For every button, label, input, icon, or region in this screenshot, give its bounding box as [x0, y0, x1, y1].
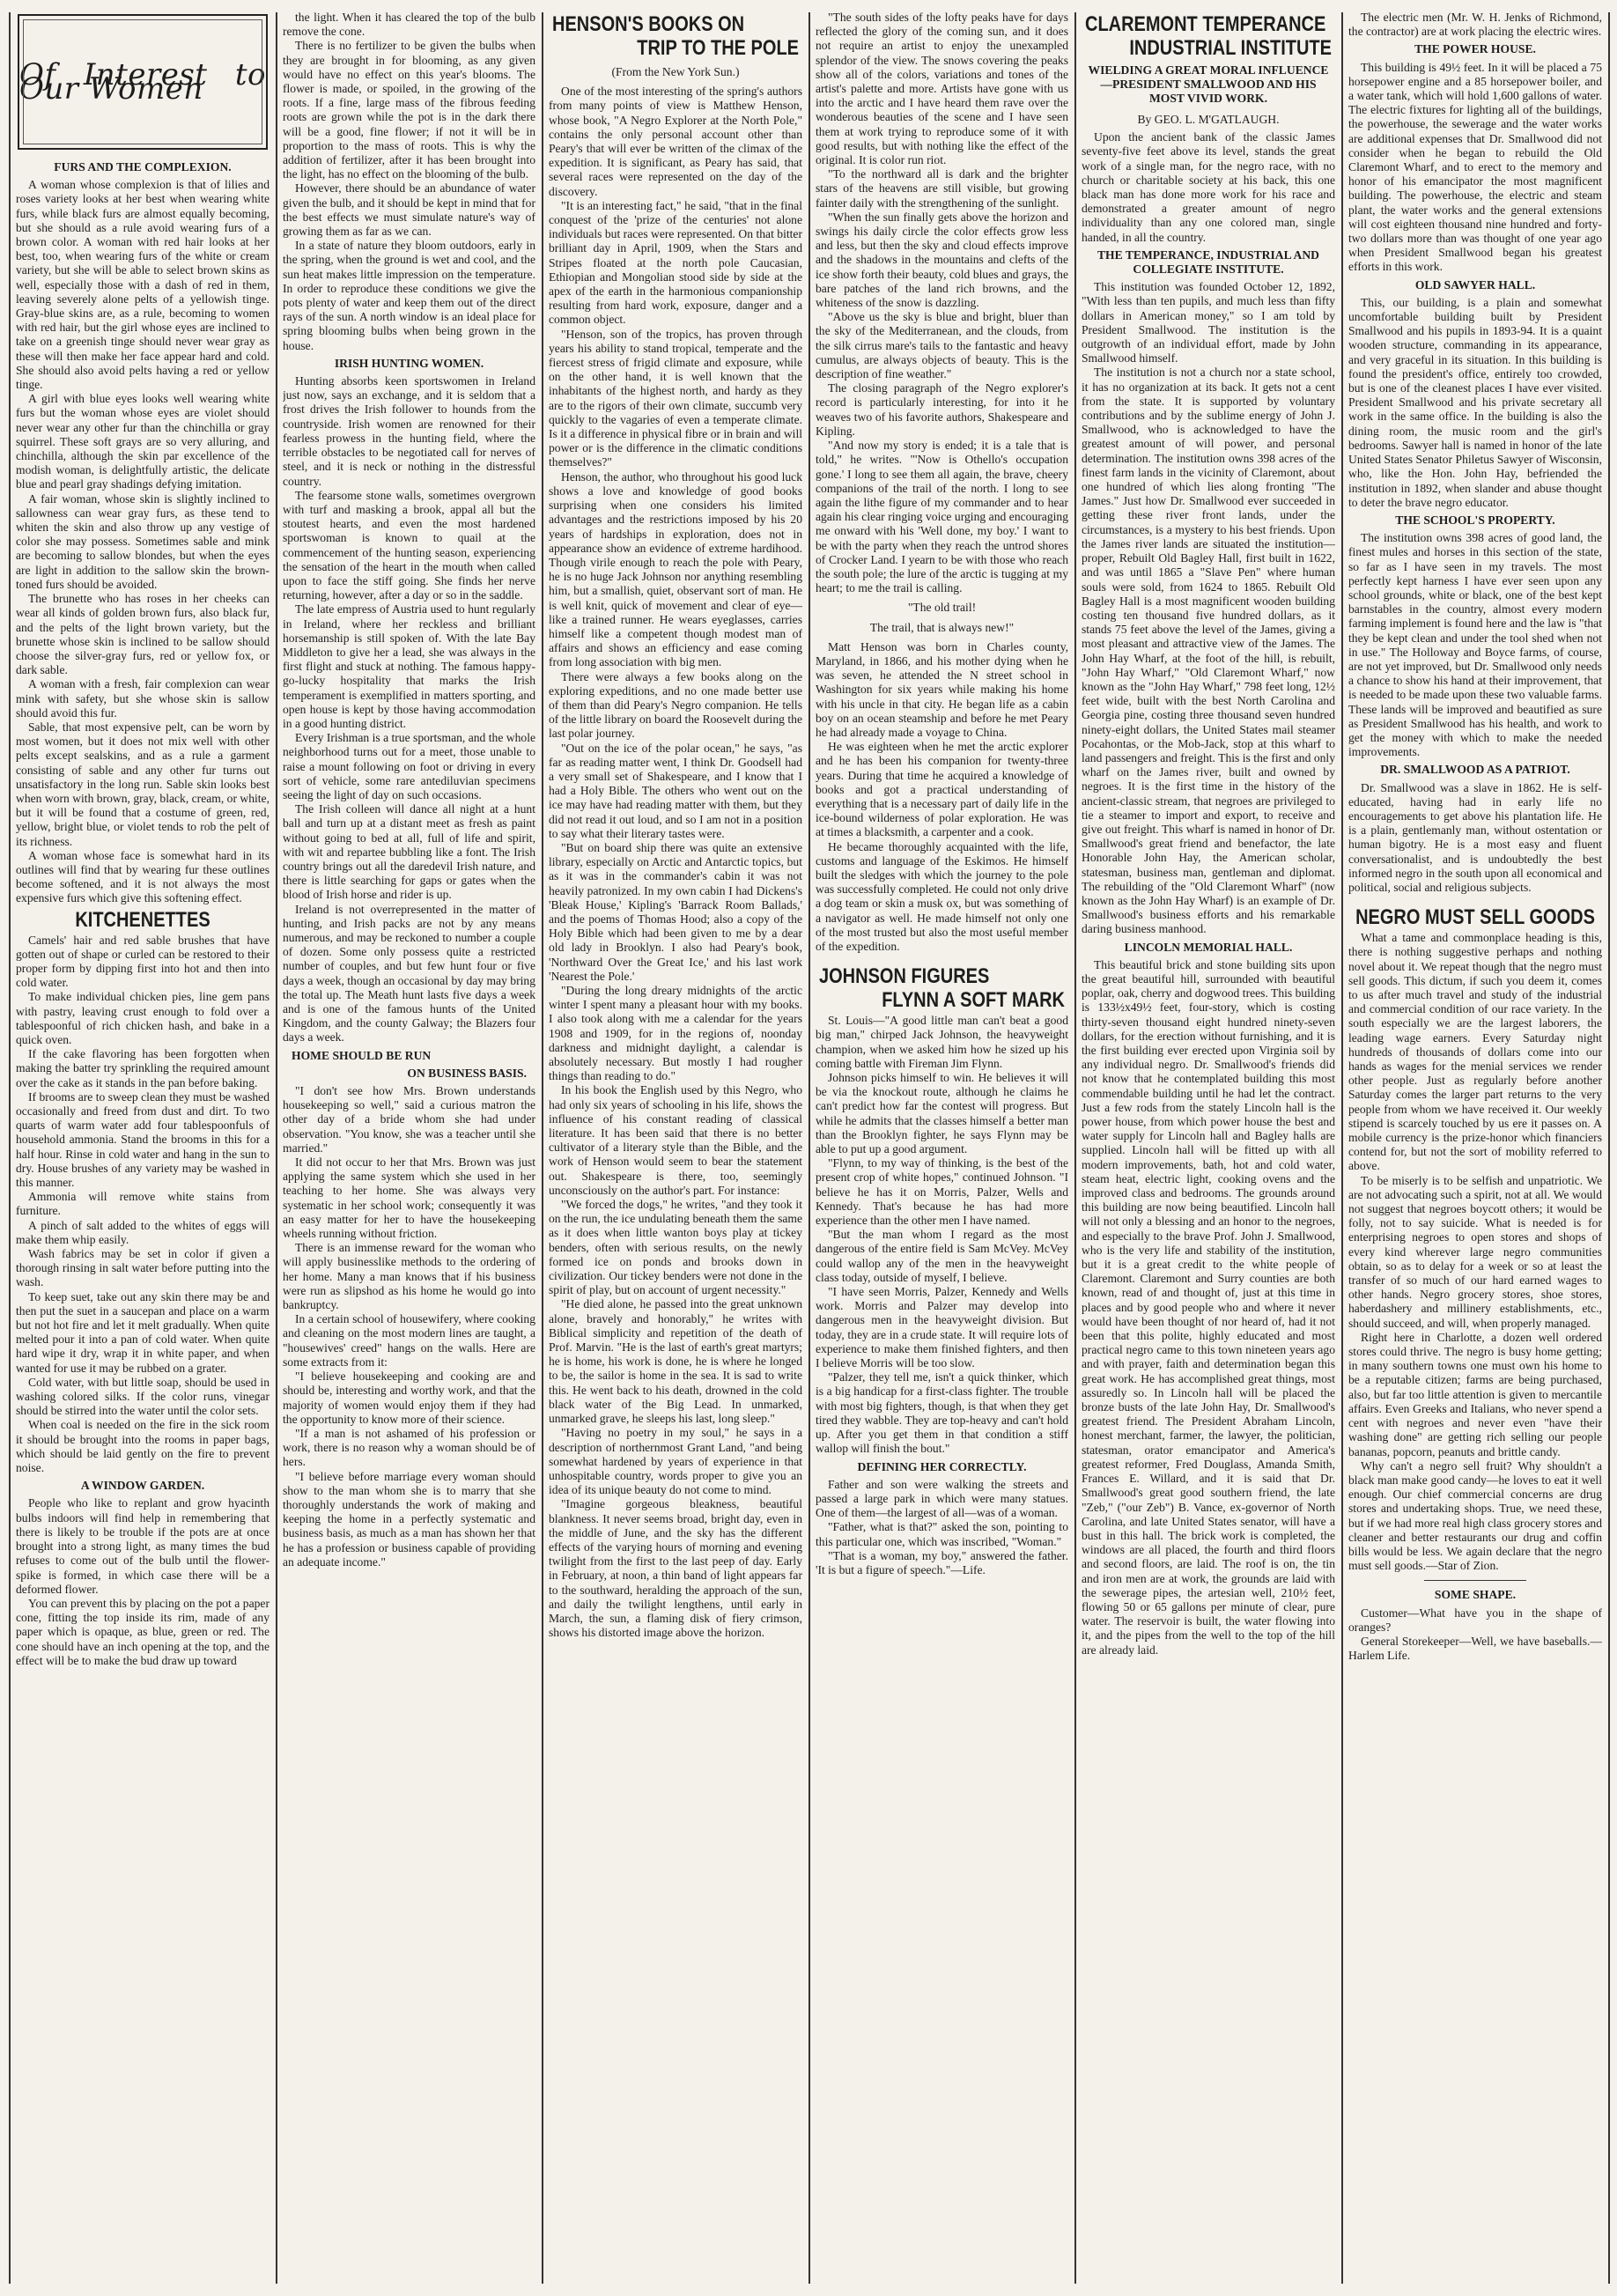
- paragraph: Why can't a negro sell fruit? Why shouldn't a black man make good candy—he loves to eat it well enough. Our chief commercial concerns are drug stores and undertaking shops. True, we need these, but if we had more real high class grocery stores and cleaner and better restaurants our drug and coffin bills would be less. We again declare that the negro must sell goods.—Star of Zion.: [1348, 1458, 1602, 1573]
- paragraph: A woman with a fresh, fair complexion can wear mink with safety, but she whose skin is sallow should avoid this fur.: [16, 677, 270, 720]
- article-title-line2: FLYNN A SOFT MARK: [882, 989, 1065, 1013]
- paragraph: "But the man whom I regard as the most dangerous of the entire field is Sam McVey. McVey could wallop any of the men in the heavyweight class today, outside of myself, I believe.: [816, 1228, 1068, 1284]
- article-title: DEFINING HER CORRECTLY.: [857, 1459, 1027, 1473]
- paragraph: You can prevent this by placing on the pot a paper cone, fitting the top inside its rim, made of any paper which is opaque, as blue, green or red. The cone should have an inch opening at the top, and the effect will be to make the bud draw up toward: [16, 1596, 270, 1667]
- paragraph: Upon the ancient bank of the classic James seventy-five feet above its level, stands the great work of a single man, for the negro race, with no church or charitable society at his back, this one black man has done more work for his race and demonstrated a greater amount of negro individuality than any one colored man, single handed, in all the country.: [1082, 130, 1335, 244]
- paragraph: A woman whose face is somewhat hard in its outlines will find that by wearing fur these outlines become softened, and it is not always the most expensive furs which give this softening effect.: [16, 848, 270, 905]
- paragraph: "I don't see how Mrs. Brown understands housekeeping so well," said a curious matron the other day of a bride whom she had under observation. "You know, she was a teacher until she married.": [283, 1084, 535, 1155]
- article-title: THE TEMPERANCE, INDUSTRIAL AND COLLEGIATE INSTITUTE.: [1096, 247, 1320, 277]
- article-title: LINCOLN MEMORIAL HALL.: [1124, 940, 1293, 954]
- article-title: OLD SAWYER HALL.: [1414, 277, 1536, 292]
- paragraph: "The south sides of the lofty peaks have for days reflected the glory of the coming sun, and it does not require an artist to enjoy the unexampled splendor of the view. The snows covering the peaks show all of the colors, variations and tones of the artist's palette and more. Artists have gone with us into the arctic and I have heard them rave over the wonderous beauties of the scene and I have seen them at work trying to reproduce some of it with good results, but with nothing like the effect of the original. It is color run riot.: [816, 11, 1068, 167]
- paragraph: Matt Henson was born in Charles county, Maryland, in 1866, and his mother dying when he was seven, he attended the N street school in Washington for six years while making his home with his uncle in that city. He began life as a cabin boy on an ocean steamship and before he met Peary he had already made a voyage to China.: [816, 639, 1068, 739]
- article-body: [1348, 61, 1602, 275]
- article-title: NEGRO MUST SELL GOODS: [1355, 905, 1595, 930]
- article-body: [1348, 1606, 1602, 1664]
- paragraph: This, our building, is a plain and somewhat uncomfortable building built by President Smallwood and his pupils in 1893-94. It is a quaint wooden structure, commanding in its appearance, and very graceful in its situation. In this building is found the president's office, entirely too crowded, but is one of the cleanest places I have ever visited. President Smallwood and his private secretary all work in the same office. In the building is also the dining room, the music room and the girl's bedrooms. Sawyer hall is named in honor of the late United States Senator Philetus Sawyer of Wisconsin, who, like the Hon. John Hay, befriended the institution in 1892, when slander and abuse thought to deter the brave negro educator.: [1348, 295, 1602, 509]
- paragraph: Ireland is not overrepresented in the matter of hunting, and Irish packs are not by any means numerous, and may be reckoned to number a couple of dozen. Some only possess quite a restricted number of couples, and but few hunt four or five days a week, though an occasional by day may bring the total up. The Meath hunt lasts five days a week and is one of the famous hunts of the United Kingdom, and the county Galway; the Blazers four days a week.: [283, 902, 535, 1045]
- article-title: HENSON'S BOOKS ON: [552, 12, 745, 37]
- paragraph: "I have seen Morris, Palzer, Kennedy and Wells work. Morris and Palzer may develop into dangerous men in the heavyweight division. But today, they are in a crude state. It will require lots of experience to make them finished fighters, and then I believe Morris will be too slow.: [816, 1285, 1068, 1370]
- paragraph: He was eighteen when he met the arctic explorer and he has been his companion for twenty-three years. During that time he acquired a knowledge of books and got a practical understanding of everything that is a necessary part of daily life in the ice-bound wilderness of polar exploration. He was at times a blacksmith, a carpenter and a cook.: [816, 740, 1068, 839]
- paragraph: Right here in Charlotte, a dozen well ordered stores could thrive. The negro is busy home getting; in many southern towns one must own his home to be a reputable citizen; farms are being purchased, also, but far too little attention is given to mercantile affairs. Even Greeks and Italians, who never spend a cent with negroes and never even "have their washing done" are getting rich selling our people bananas, popcorn, peanuts and brittle candy.: [1348, 1330, 1602, 1458]
- article-subhead: WIELDING A GREAT MORAL INFLUENCE—PRESIDENT SMALLWOOD AND HIS MOST VIVID WORK.: [1088, 63, 1329, 105]
- column-rule: [808, 12, 810, 2284]
- paragraph: Ammonia will remove white stains from furniture.: [16, 1190, 270, 1218]
- article-title: JOHNSON FIGURES: [819, 965, 990, 989]
- article-title: THE SCHOOL'S PROPERTY.: [1395, 513, 1555, 527]
- article-body: [1348, 11, 1602, 39]
- article-body: [1348, 781, 1602, 896]
- paragraph: The institution is not a church nor a state school, it has no organization at its back. It gets not a cent from the state. It is supported by voluntary contributions and by the sublime energy of John J. Smallwood, who is acknowledged to have the greatest amount of will power, and personal determination. The institution owns 398 acres of the finest farm lands in the vicinity of Claremont, about one hundred of which lies along fronting "The James." Just how Dr. Smallwood ever succeeded in getting these river front lands, under the circumstances, is a mystery to his best friends. Upon the James river lands are situated the institution—proper, Rebuilt Old Bagley Hall, first built in 1622, and was until 1865 a "Slave Pen" where human souls were sold, from 1624 to 1865. Rebuilt Old Bagley Hall is a most magnificent wooden building costing ten thousand five hundred dollars, as it stands 75 feet above the level of the James, giving a most pleasant and attractive view of the James. The John Hay Wharf, at the foot of the hill, is rebuilt, "John Hay Wharf," "Old Claremont Wharf," now known as the "John Hay Wharf," 798 feet long, 12½ feet wide, built with the best North Carolina and Georgia pine, costing three thousand seven hundred ninety-eight dollars, the United States mail steamer Pocahontas, or the Mob-Jack, stop at this wharf to land passengers and freight. This is the first and only wharf on the James river, built and owned by negroes. It is the first time in the history of the ancient-classic stream, that negroes are privileged to tie a steamer to import and export, to receive and give out freight. This wharf is named in honor of Dr. Smallwood's great friend and benefactor, the late Honorable John Hay, the American scholar, statesman, business man, gentleman and diplomat. The rebuilding of the "Old Claremont Wharf" (now known as the John Hay Wharf) is an example of Dr. Smallwood's business efforts and his remarkable daring business manhood.: [1082, 365, 1335, 936]
- paragraph: "And now my story is ended; it is a tale that is told," he writes. "'Now is Othello's occupation gone.' I long to see them all again, the brave, cheery companions of the trail of the north. I long to see again the lithe figure of my commander and to hear again his clear ringing voice urging and encouraging me onward with his 'Well done, my boy.' I want to be with the party when they reach the untrod shores of Crocker Land. I yearn to be with those who reach the south pole; the lure of the arctic is tugging at my heart; to me the trail is calling.: [816, 439, 1068, 595]
- paragraph: Hunting absorbs keen sportswomen in Ireland just now, says an exchange, and it is seldom that a frost drives the Irish follower to hounds from the countryside. Irish women are renowned for their fearless prowess in the hunting field, where the terrible obstacles to be negotiated call for nerves of steel, and it is neck or nothing in the distressful country.: [283, 374, 535, 488]
- article-title: CLAREMONT TEMPERANCE: [1085, 12, 1326, 37]
- paragraph: "If a man is not ashamed of his profession or work, there is no reason why a woman should be of hers.: [283, 1426, 535, 1469]
- paragraph: A fair woman, whose skin is slightly inclined to sallowness can wear gray furs, as these tend to whiten the skin and also throw up any vestige of color she may possess. Sometimes sable and mink are becoming to sallow blondes, but when the eyes are light in addition to the sallow skin the brown-toned furs should be avoided.: [16, 491, 270, 591]
- paragraph: "Father, what is that?" asked the son, pointing to this particular one, which was inscribed, "Woman.": [816, 1520, 1068, 1548]
- paragraph: The fearsome stone walls, sometimes overgrown with turf and masking a brook, appal all but the stoutest hearts, and even the most hardened sportswoman is known to quail at the commencement of the hunting season, experiencing the sensation of the heart in the mouth when called upon to face the stiff going. She finds her nerve returning, however, after a day or so in the saddle.: [283, 488, 535, 602]
- column-4: [816, 11, 1068, 2285]
- paragraph: A girl with blue eyes looks well wearing white furs but the woman whose eyes are violet should never wear any other fur than the chinchilla or gray squirrel. These soft grays are so very alluring, and chinchilla, although the skin par excellence of the modish woman, is delightfully artistic, the delicate blue and pearl gray shadings defying imitation.: [16, 392, 270, 491]
- paragraph: There is no fertilizer to be given the bulbs when they are brought in for blooming, as any given would have no effect on this year's blooms. The flower is made, or spoiled, in the growing of the roots. If a fine, large mass of the fibrous feeding roots are grown while the pot is in the dark there will be a good, fine flower; if not it will be in proportion to the mass of roots. This is why the addition of fertilizer, after it has been brought into the light, has no effect on the blooming of the bulb.: [283, 39, 535, 181]
- paragraph: In a state of nature they bloom outdoors, early in the spring, when the ground is wet and cool, and the sun heat makes little impression on the temperature. In order to reproduce these conditions we give the pots plenty of water and keep them out of the direct rays of the sun. A north window is an ideal place for spring blooming bulbs when being grown in the house.: [283, 239, 535, 352]
- paragraph: Johnson picks himself to win. He believes it will be via the knockout route, although he claims he can't predict how far the contest will progress. But while he admits that the classes himself a better man than the Brooklyn fighter, he says Flynn may be able to put up a good argument.: [816, 1071, 1068, 1156]
- article-title: HOME SHOULD BE RUN: [292, 1048, 432, 1062]
- paragraph: "Henson, son of the tropics, has proven through years his ability to stand tropical, temperate and the fiercest stress of frigid climate and exposure, while on the other hand, it is well known that the inhabitants of the highest north, and hardy as they are to the rigors of their own climate, succumb very quickly to the vagaries of even a temperate climate. Is it a difference in physical fibre or in brain and will power or is the difference in the climatic conditions themselves?": [549, 327, 802, 469]
- paragraph: There were always a few books along on the exploring expeditions, and no one made better use of them than did Peary's Negro companion. He tells of the little library on board the Roosevelt during the last polar journey.: [549, 669, 802, 741]
- column-1: [16, 11, 270, 2285]
- column-rule: [542, 12, 543, 2284]
- paragraph: "We forced the dogs," he writes, "and they took it on the run, the ice undulating beneath them the same as it does when little wanton boys play at tickey benders, often with serious results, on the newly formed ice on ponds and brooks down in civilization. Our tickey benders were not done in the spirit of play, but on account of urgent necessity.": [549, 1198, 802, 1297]
- paragraph: "Imagine gorgeous bleakness, beautiful blankness. It never seems broad, bright day, even in the middle of June, and the sky has the different effects of the varying hours of morning and evening twilight from the first to the last peep of day. Early in February, at noon, a thin band of light appears far to the southward, heralding the approach of the sun, and daily the twilight lengthens, until early in March, the sun, a flaming disk of fiery crimson, shows his distorted image above the horizon.: [549, 1497, 802, 1640]
- article-title-line2: TRIP TO THE POLE: [637, 36, 799, 61]
- paragraph: The closing paragraph of the Negro explorer's record is particularly interesting, for into it he weaves two of his favorite authors, Shakespeare and Kipling.: [816, 381, 1068, 438]
- article-title: DR. SMALLWOOD AS A PATRIOT.: [1380, 763, 1570, 777]
- paragraph: Every Irishman is a true sportsman, and the whole neighborhood turns out for a meet, those unable to raise a mount following on foot or driving in every sort of vehicle, some rare antediluvian specimens seeing the light of day on such occasions.: [283, 731, 535, 801]
- paragraph: Customer—What have you in the shape of oranges?: [1348, 1606, 1602, 1634]
- paragraph: The late empress of Austria used to hunt regularly in Ireland, where her reckless and brilliant horsemanship is still spoken of. With the late Bay Middleton to give her a lead, she was always in the first flight and stuck at nothing. The famous happy-go-lucky hospitality that marks the Irish temperament is exemplified in matters sporting, and open house is kept by those having accommodation in a good hunting district.: [283, 602, 535, 730]
- paragraph: One of the most interesting of the spring's authors from many points of view is Matthew Henson, whose book, "A Negro Explorer at the North Pole," contains the only personal account other than Peary's that will ever be written of the climax of the expedition. It is significant, as Peary has said, that several races were represented on the day of the discovery.: [549, 85, 802, 198]
- paragraph: Camels' hair and red sable brushes that have gotten out of shape or curled can be restored to their proper form by dipping first into hot and then into cold water.: [16, 933, 270, 990]
- paragraph: The Irish colleen will dance all night at a hunt ball and turn up at a distant meet as fresh as paint without going to bed at all, full of life and spirit, with wit and repartee bubbling like a font. The Irish country brings out all the daredevil Irish nature, and there is little searching for gaps or gates when the blood of Irish horse and rider is up.: [283, 802, 535, 902]
- article-title: SOME SHAPE.: [1434, 1588, 1517, 1602]
- paragraph: It did not occur to her that Mrs. Brown was just applying the same system which she used in her teaching to her home. She was always very systematic in her school work; consequently it was an easy matter for her to have the housekeeping wheels running without friction.: [283, 1155, 535, 1241]
- paragraph: "During the long dreary midnights of the arctic winter I spent many a pleasant hour with my books. I also took along with me a calendar for the years 1908 and 1909, for in the regions of, noonday darkness and midnight daylight, a calendar is absolutely necessary. But mostly I had rougher things than reading to do.": [549, 984, 802, 1083]
- paragraph: However, there should be an abundance of water given the bulb, and it should be kept in mind that for the best effects we must simulate nature's way of growing them as far as we can.: [283, 181, 535, 239]
- paragraph: A woman whose complexion is that of lilies and roses variety looks at her best when wearing white furs, while black furs are almost equally becoming, but she should as a rule avoid wearing furs of a brown color. A woman with red hair looks at her best, too, when wearing furs of the white or cream variety, but she will be able to select brown skins as well, especially those with a dash of red in them, leaving severely alone pelts of a yellowish tinge. Gray-blue skins are, as a rule, becoming to women with red hair, but the girl whose eyes are inclined to take on a greenish tinge should never wear gray as these will then make her face appear hard and cold. She should also avoid pelts having a red or yellow tinge.: [16, 178, 270, 392]
- paragraph: The brunette who has roses in her cheeks can wear all kinds of golden brown furs, also black fur, and the pelts of the light brown variety, but the brunette whose skin is inclined to be sallow should choose the silver-gray furs, red or yellow fox, or dark sable.: [16, 592, 270, 677]
- article-body: [283, 11, 535, 353]
- article-body: [16, 934, 270, 1476]
- column-rule: [1608, 12, 1610, 2284]
- paragraph: "Out on the ice of the polar ocean," he says, "as far as reading matter went, I think Dr. Goodsell had a very small set of Shakespeare, and I know that I had a Holy Bible. The others who went out on the ice may have had reading matter with them, but they did not read it out loud, and so I am not in a position to say what their literary tastes were.: [549, 741, 802, 840]
- section-banner: [18, 14, 268, 150]
- column-5: [1082, 11, 1335, 2285]
- paragraph: Sable, that most expensive pelt, can be worn by most women, but it does not mix well with other pelts except sealskins, and as a rule a garment consisting of sable and any other fur turns out unsatisfactory in the long run. Sable skin looks best when worn with brown, gray, black, cream, or white, but it will be found that a costume of green, red, yellow, bright blue, or violet tends to rob the pelt of its richness.: [16, 720, 270, 848]
- article-body: [816, 1478, 1068, 1577]
- paragraph: When coal is needed on the fire in the sick room it should be brought into the rooms in paper bags, which should be laid gently on the fire to prevent noise.: [16, 1418, 270, 1475]
- paragraph: Cold water, with but little soap, should be used in washing colored silks. If the color runs, vinegar should be stirred into the water until the color sets.: [16, 1375, 270, 1418]
- article-byline: By GEO. L. M'GATLAUGH.: [1137, 113, 1280, 126]
- paragraph: "I believe housekeeping and cooking are and should be, interesting and worthy work, and that the majority of women would enjoy them if they had the opportunity to know more of their science.: [283, 1369, 535, 1426]
- paragraph: "Having no poetry in my soul," he says in a description of northernmost Grant Land, "and being somewhat hardened by years of experience in that unhospitable country, words proper to give you an idea of its unique beauty do not come to mind.: [549, 1426, 802, 1497]
- poem-line: "The old trail!: [907, 601, 977, 615]
- paragraph: "That is a woman, my boy," answered the father. 'It is but a figure of speech."—Life.: [816, 1548, 1068, 1576]
- divider: [1424, 1580, 1525, 1581]
- article-source: (From the New York Sun.): [611, 65, 740, 78]
- paragraph: What a tame and commonplace heading is this, there is nothing suggestive perhaps and nothing novel about it. We repeat though that the negro must sell goods. This dictum, if such you deem it, comes to us after much travel and study of the industrial and commercial condition of our race variety. In the south especially we are the largest laborers, the leading wage earners. Every Saturday night hundreds of thousands of dollars come into our hands as wages for the menial services we render other people. Just as regularly before another Saturday comes the larger part returns to the very people from whom we have received it. Our weekly stipend is scarcely touched by us ere it passes on. A mobile currency is the prize-honor which financiers contend for, but not the sort of mobility referred to above.: [1348, 931, 1602, 1173]
- paragraph: Henson, the author, who throughout his good luck shows a love and knowledge of good books surprising when one considers his limited advantages and the restrictions imposed by his 20 years of hardships in exploration, does not in appearance show an evidence of extreme hardihood. Though virile enough to reach the pole with Peary, he is no huge Jack Johnson nor anything resembling him, but a smallish, quiet, observant sort of man. He is well knit, quick of movement and clear of eye—like a trained runner. He wears eyeglasses, carries himself like a competent though modest man of affairs and shows an efficiency and ease coming from long association with big men.: [549, 469, 802, 669]
- column-2: [283, 11, 535, 2285]
- paragraph: "When the sun finally gets above the horizon and swings his daily circle the color effects grow less and less, but then the sky and cloud effects improve and the shadows in the mountains and clefts of the ice show forth their beauty, cold blues and grays, the bare patches of the land rich browns, and the whiteness of the snow is dazzling.: [816, 210, 1068, 310]
- article-title-line2: ON BUSINESS BASIS.: [407, 1066, 527, 1080]
- banner-title: Of Interest to Our Women: [19, 56, 266, 107]
- paragraph: St. Louis—"A good little man can't beat a good big man," chirped Jack Johnson, the heavyweight champion, when we asked him how he sized up his coming battle with Fireman Jim Flynn.: [816, 1014, 1068, 1070]
- paragraph: To be miserly is to be selfish and unpatriotic. We are not advocating such a spirit, not at all. We would not suggest that negroes boycott others; it would be folly, not to say suicide. What is needed is for enterprising negroes to open stores and shops of every kind wherever large negro communities obtain, so as to delay for a week or so at least the transfer of so much of our hard earned wages to other hands. Negro grocery stores, shoe stores, haberdashery and millinery establishments, etc., should succeed, and will, when properly managed.: [1348, 1173, 1602, 1330]
- article-body: [816, 640, 1068, 954]
- paragraph: "Above us the sky is blue and bright, bluer than the sky of the Mediterranean, and the clouds, from the silk cirrus mare's tails to the fantastic and heavy cumulus, are always objects of beauty. This is the description of fine weather.": [816, 310, 1068, 381]
- paragraph: If the cake flavoring has been forgotten when making the batter try sprinkling the required amount over the cake as it stands in the pan before baking.: [16, 1047, 270, 1089]
- column-3: [549, 11, 802, 2285]
- column-rule: [1341, 12, 1343, 2284]
- article-title: A WINDOW GARDEN.: [80, 1479, 205, 1493]
- article-body: [1348, 931, 1602, 1573]
- article-body: [1082, 280, 1335, 936]
- article-title: KITCHENETTES: [75, 908, 210, 932]
- paragraph: "Palzer, they tell me, isn't a quick thinker, which is a big handicap for a first-class fighter. The trouble with most big fighters, though, is that when they get tired they wabble. They are top-heavy and can't hold up. After you get them in that condition a stiff wallop will finish the bout.": [816, 1370, 1068, 1456]
- article-title-line2: INDUSTRIAL INSTITUTE: [1129, 36, 1332, 61]
- paragraph: Dr. Smallwood was a slave in 1862. He is self-educated, having had in early life no encouragements to get above his plantation life. He is a plain, gentlemanly man, without ostentation or human bigotry. He is a most easy and fluent conversationalist, and is undoubtedly the best informed negro in the south upon all economical and political, social and religious subjects.: [1348, 780, 1602, 894]
- paragraph: There is an immense reward for the woman who will apply businesslike methods to the ordering of her home. Many a man knows that if his business were run as slipshod as his home he would go into bankruptcy.: [283, 1241, 535, 1312]
- paragraph: This building is 49½ feet. In it will be placed a 75 horsepower engine and a 85 horsepower boiler, and a water tank, which will hold 1,600 gallons of water. The electric fixtures for lighting all of the buildings, the powerhouse, the sewerage and the water works are additional expenses that Dr. Smallwood did not consider when he began to rebuild the Old Claremont Wharf, and to erect to the memory and honor of his emancipator the most magnificent building. The powerhouse, the electric and steam plant, the water works and the general extensions will cost eighteen thousand nine hundred and forty-two dollars more than was thought of one year ago when President Smallwood began his greatest efforts in this work.: [1348, 60, 1602, 274]
- paragraph: General Storekeeper—Well, we have baseballs.—Harlem Life.: [1348, 1634, 1602, 1663]
- article-body: [283, 374, 535, 1045]
- paragraph: The electric men (Mr. W. H. Jenks of Richmond, the contractor) are at work placing the electric wires.: [1348, 11, 1602, 39]
- paragraph: "To the northward all is dark and the brighter stars of the heavens are still visible, but growing fainter daily with the strengthening of the sunlight.: [816, 167, 1068, 210]
- article-body: [16, 178, 270, 905]
- column-rule: [276, 12, 277, 2284]
- paragraph: People who like to replant and grow hyacinth bulbs indoors will find help in remembering that there is likely to be trouble if the pots are at once brought into a strong light, as many times the bud refuses to come out of the bulb until the flower-spike is formed, in which case there will be a deformed flower.: [16, 1496, 270, 1596]
- paragraph: He became thoroughly acquainted with the life, customs and language of the Eskimos. He himself built the sledges with which the journey to the pole was successfully completed. He could not only drive a dog team or skin a musk ox, but was something of a navigator as well. He made himself not only one of the most trusted but also the most useful member of the expedition.: [816, 839, 1068, 953]
- paragraph: In his book the English used by this Negro, who had only six years of schooling in his life, shows the influence of his constant reading of classical literature. It has been said that there is no better cultivator of a literary style than the Bible, and the work of Henson would seem to bear the statement out. Shakespeare is there, too, seemingly unconsciously on the author's part. For instance:: [549, 1083, 802, 1197]
- paragraph: To keep suet, take out any skin there may be and then put the suet in a saucepan and place on a warm but not hot fire and let it melt gradually. When quite melted pour it into a pan of cold water. When quite hard wipe it dry, wrap it in white paper, and when wanted for use it may be rubbed on a grater.: [16, 1289, 270, 1375]
- paragraph: "Flynn, to my way of thinking, is the best of the present crop of white hopes," continued Johnson. "I believe he has it on Morris, Palzer, Wells and Kennedy. That's because he has had more experience than the other men I have named.: [816, 1156, 1068, 1228]
- paragraph: A pinch of salt added to the whites of eggs will make them whip easily.: [16, 1218, 270, 1246]
- paragraph: "He died alone, he passed into the great unknown alone, bravely and honorably," he writes with Biblical simplicity and repetition of the death of Prof. Marvin. "He is the last of earth's great martyrs; he is home, his work is done, he is where he longed to be, the sailor is home in the sea. It is sad to write this. He went back to his death, drowned in the cold black water of the Big Lead. In unmarked, unmarked grave, he sleeps his last, long sleep.": [549, 1297, 802, 1426]
- column-6: [1348, 11, 1602, 2285]
- paragraph: The institution owns 398 acres of good land, the finest mules and horses in this section of the state, so far as I have seen in my travels. The most perfectly kept harness I have ever seen upon any school grounds, white or black, one of the best kept barnstables in the country, almost every modern farming implement is found here and the law is "that they be kept clean and under the tool shed when not in use." The Holloway and Boyce farms, of course, are not yet improved, but Dr. Smallwood only needs a chance to show his hand at their improvement, that is needed to be made upon these two valuable farms. These lands will be improved and beautified as sure as President Smallwood has his health, and work to get the money with which to make the needed improvements.: [1348, 531, 1602, 759]
- paragraph: Wash fabrics may be set in color if given a thorough rinsing in salt water before putting into the wash.: [16, 1247, 270, 1289]
- poem-line: The trail, that is always new!": [869, 620, 1015, 634]
- paragraph: This beautiful brick and stone building sits upon the great beautiful hill, surrounded with beautiful poplar, oak, cherry and dogwood trees. This building is 133½x49½ feet, four-story, which is costing thirty-seven thousand eight hundred ninety-seven dollars, for the erection without furnishing, and it is the first building ever erected upon Virginia soil by any individual negro. Dr. Smallwood's friends did not know that he contemplated building this most commendable building until he had let the contract. Just a few rods from the stately Lincoln hall is the power house, from which power house the best and water supply for Lincoln hall and Bagley halls are supplied. Lincoln hall will be fitted up with all modern improvements, bath, hot and cold water, steam heat, electric light, cooking ovens and the improved class and bedrooms. The grounds around this building are now being beautified. Lincoln hall will not only a blessing and an honor to the negroes, and especially to the brave Prof. John J. Smallwood, who is the very life and stability of the institution, but it is a great credit to the white people of Claremont. Claremont and Surry counties are both known, read of and thought of, just at this time in places and by good people who and where it never would have been thought of nor heard of, had it not been that this polite, highly educated and most practical negro came to this town nineteen years ago and with prayer, faith and determination began this great work. He has accomplished great things, most assuredly so. In Lincoln hall will be placed the bronze busts of the late John Hay, Dr. Smallwood's greatest friend. The President Abraham Lincoln, honest merchant, farmer, the lawyer, the politician, statesman, orator emancipator and America's greatest reformer, Fred Douglass, Amanda Smith, Frances E. Willard, and it is said that Dr. Smallwood's great good southern friend, the late "Zeb," ("our Zeb") B. Vance, ex-governor of North Carolina, and late United States senator, will have a bust in this hall. The brick work is completed, the windows are all placed, the fourth and third floors and second floors, are laid. The roof is on, the tin and iron men are at work, the grounds are laid with the sewerage pipes, the artesian well, 210½ feet, flowing 50 or 65 gallons per minute of clear, pure water. The reservoir is built, the water flowing into it, and the pipes from the well to the top of the hill are already laid.: [1082, 957, 1335, 1657]
- column-rule: [1074, 12, 1076, 2284]
- paragraph: To make individual chicken pies, line gem pans with pastry, leaving crust enough to fold over a tablespoonful of rich chicken hash, and bake in a quick oven.: [16, 990, 270, 1046]
- article-body: [549, 85, 802, 1640]
- paragraph: "It is an interesting fact," he said, "that in the final conquest of the 'prize of the centuries' not alone individuals but races were represented. On that bitter brilliant day in April, 1909, when the Stars and Stripes floated at the north pole Caucasian, Ethiopian and Mongolian stood side by side at the apex of the earth in the harmonious companionship resulting from hard work, exposure, danger and a common object.: [549, 198, 802, 327]
- article-title: IRISH HUNTING WOMEN.: [334, 356, 484, 370]
- article-body: [1082, 130, 1335, 245]
- article-body: [1082, 958, 1335, 1657]
- paragraph: "I believe before marriage every woman should show to the man whom she is to marry that she thoroughly understands the work of making and keeping the home in a perfectly systematic and business basis, as much as a man has shown her that he has a profession or business capable of providing an adequate income.": [283, 1469, 535, 1569]
- paragraph: Father and son were walking the streets and passed a large park in which were many statues. One of them—the largest of all—was of a woman.: [816, 1477, 1068, 1520]
- paragraph: "But on board ship there was quite an extensive library, especially on Arctic and Antarctic topics, but as it was in the commander's cabin it was not heavily patronized. In my own cabin I had Dickens's 'Bleak House,' Kipling's 'Barrack Room Ballads,' and the poems of Thomas Hood; also a copy of the Holy Bible which had been given to me by a dear old lady in Brooklyn. I also had Peary's book, 'Northward Over the Great Ice,' and his last work 'Nearest the Pole.': [549, 840, 802, 983]
- paragraph: If brooms are to sweep clean they must be washed occasionally and freed from dust and dirt. To two quarts of warm water add four tablespoonfuls of household ammonia. Stand the brooms in this for a half hour. Rinse in cold water and hang in the sun to dry. House brushes of any variety may be washed in this manner.: [16, 1089, 270, 1190]
- article-title: THE POWER HOUSE.: [1414, 42, 1536, 56]
- column-rule: [9, 12, 11, 2284]
- article-body: [16, 1496, 270, 1667]
- paragraph: the light. When it has cleared the top of the bulb remove the cone.: [283, 11, 535, 39]
- article-body: [1348, 531, 1602, 759]
- article-body: [283, 1084, 535, 1569]
- article-body: [1348, 296, 1602, 510]
- paragraph: In a certain school of housewifery, where cooking and cleaning on the most modern lines are taught, a "housewives' creed" hangs on the walls. Here are some extracts from it:: [283, 1312, 535, 1369]
- paragraph: This institution was founded October 12, 1892, "With less than ten pupils, and much less than fifty dollars in American money," so I am told by President Smallwood. The institution is the outgrowth of an individual effort, made by John Smallwood himself.: [1082, 280, 1335, 365]
- article-body: [816, 1014, 1068, 1456]
- article-body: [816, 11, 1068, 595]
- article-title: FURS AND THE COMPLEXION.: [54, 160, 232, 173]
